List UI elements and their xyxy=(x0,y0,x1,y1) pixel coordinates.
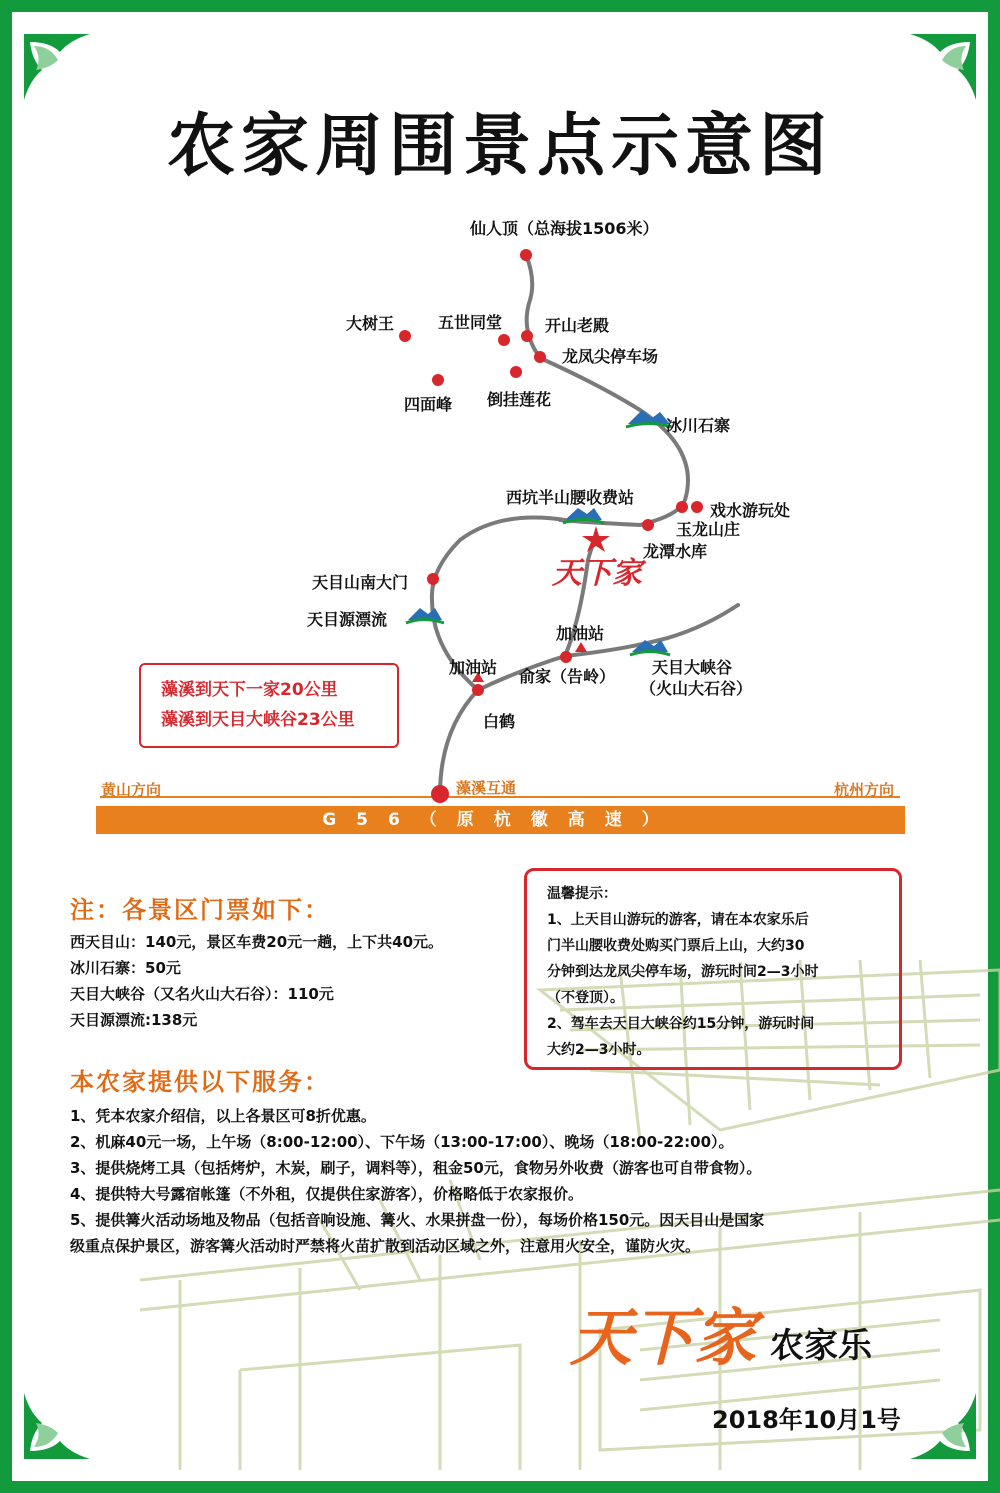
label-five-gen: 五世同堂 xyxy=(438,313,503,332)
distance-line: 藻溪到天目大峡谷23公里 xyxy=(161,710,355,730)
tip-line: （不登顶）。 xyxy=(547,990,624,1006)
tips-heading: 温馨提示： xyxy=(547,886,617,902)
poi-yulong xyxy=(642,519,654,531)
service-line: 5、提供篝火活动场地及物品（包括音响设施、篝火、水果拼盘一份），每场价格150元。因天目山是国家 xyxy=(70,1211,765,1229)
label-yujia: 俞家（告岭） xyxy=(519,667,616,686)
mountain-icon xyxy=(406,608,444,623)
fees-heading: 注：各景区门票如下： xyxy=(70,896,330,924)
corner-ornament-icon xyxy=(20,1383,100,1463)
poi-baihe xyxy=(472,684,484,696)
fee-line: 天目大峡谷（又名火山大石谷）：110元 xyxy=(70,985,334,1003)
label-huangshan-direction: 黄山方向 xyxy=(101,781,162,799)
tips-box xyxy=(524,868,902,1070)
tip-line: 分钟到达龙凤尖停车场，游玩时间2—3小时 xyxy=(547,964,819,980)
label-interchange: 藻溪互通 xyxy=(456,779,517,797)
poi-big-tree xyxy=(399,330,411,342)
service-line: 3、提供烧烤工具（包括烤炉，木炭，刷子，调料等），租金50元，食物另外收费（游客也可自带食物）。 xyxy=(70,1159,762,1177)
poi-peak xyxy=(520,249,532,261)
poi-south-gate xyxy=(427,573,439,585)
poi-yujia xyxy=(560,651,572,663)
poi-five-gen xyxy=(498,334,510,346)
date-label: 2018年10月1号 xyxy=(712,1406,901,1434)
label-bingchuan: 冰川石寨 xyxy=(666,416,731,435)
highway-label: G56（原杭徽高速） xyxy=(322,810,679,830)
distance-line: 藻溪到天下一家20公里 xyxy=(161,680,338,700)
services xyxy=(70,1062,940,1259)
corner-ornament-icon xyxy=(900,1383,980,1463)
tip-line: 大约2—3小时。 xyxy=(547,1042,651,1058)
poi-simian xyxy=(432,374,444,386)
poi-interchange xyxy=(431,785,449,803)
label-grand-canyon-alt: （火山大石谷） xyxy=(640,679,753,698)
label-gas1: 加油站 xyxy=(449,658,498,677)
poi-longfeng xyxy=(534,351,546,363)
label-south-gate: 天目山南大门 xyxy=(312,573,409,592)
tip-line: 门半山腰收费处购买门票后上山，大约30 xyxy=(547,938,805,954)
poi-xishui-2 xyxy=(691,501,703,513)
brand-logo: 天下家 xyxy=(570,1301,757,1374)
label-longfeng-parking: 龙凤尖停车场 xyxy=(562,347,659,366)
label-big-tree: 大树王 xyxy=(346,314,395,333)
label-simian: 四面峰 xyxy=(404,395,453,414)
label-longtan: 龙潭水库 xyxy=(643,542,708,561)
mountain-icon xyxy=(563,508,604,523)
label-grand-canyon: 天目大峡谷 xyxy=(652,658,733,677)
service-line: 2、机麻40元一场，上午场（8:00-12:00）、下午场（13:00-17:00）、晚场（18:00-22:00）。 xyxy=(70,1133,734,1151)
label-rafting: 天目源漂流 xyxy=(307,610,388,629)
page-title: 农家周围景点示意图 xyxy=(166,107,833,186)
services-heading: 本农家提供以下服务： xyxy=(70,1068,330,1096)
ticket-fees xyxy=(70,890,443,1033)
fee-line: 西天目山：140元，景区车费20元一趟，上下共40元。 xyxy=(70,933,444,951)
label-xishui: 戏水游玩处 xyxy=(710,501,791,520)
service-line: 级重点保护景区，游客篝火活动时严禁将火苗扩散到活动区域之外，注意用火安全，谨防火灾。 xyxy=(70,1237,701,1255)
label-kaishan: 开山老殿 xyxy=(545,316,610,335)
poi-daogua xyxy=(510,366,522,378)
poi-xishui-1 xyxy=(676,501,688,513)
poi-kaishan xyxy=(521,330,533,342)
distance-box xyxy=(139,663,399,748)
label-baihe: 白鹤 xyxy=(483,712,516,731)
label-hangzhou-direction: 杭州方向 xyxy=(834,781,895,799)
tip-line: 1、上天目山游玩的游客，请在本农家乐后 xyxy=(547,912,809,928)
label-gas2: 加油站 xyxy=(556,624,605,643)
map-brand-logo: 天下家 xyxy=(552,556,642,591)
fee-line: 天目源漂流:138元 xyxy=(70,1011,198,1029)
label-daogua: 倒挂莲花 xyxy=(487,390,552,409)
tip-line: 2、驾车去天目大峡谷约15分钟，游玩时间 xyxy=(547,1016,815,1032)
service-line: 1、凭本农家介绍信，以上各景区可8折优惠。 xyxy=(70,1107,376,1125)
label-peak: 仙人顶（总海拔1506米） xyxy=(470,219,659,238)
label-yulong: 玉龙山庄 xyxy=(676,520,741,539)
service-line: 4、提供特大号露宿帐篷（不外租，仅提供住家游客），价格略低于农家报价。 xyxy=(70,1185,583,1203)
brand-suffix: 农家乐 xyxy=(770,1326,872,1366)
label-xikeng: 西坑半山腰收费站 xyxy=(506,488,635,507)
fee-line: 冰川石寨：50元 xyxy=(70,959,181,977)
